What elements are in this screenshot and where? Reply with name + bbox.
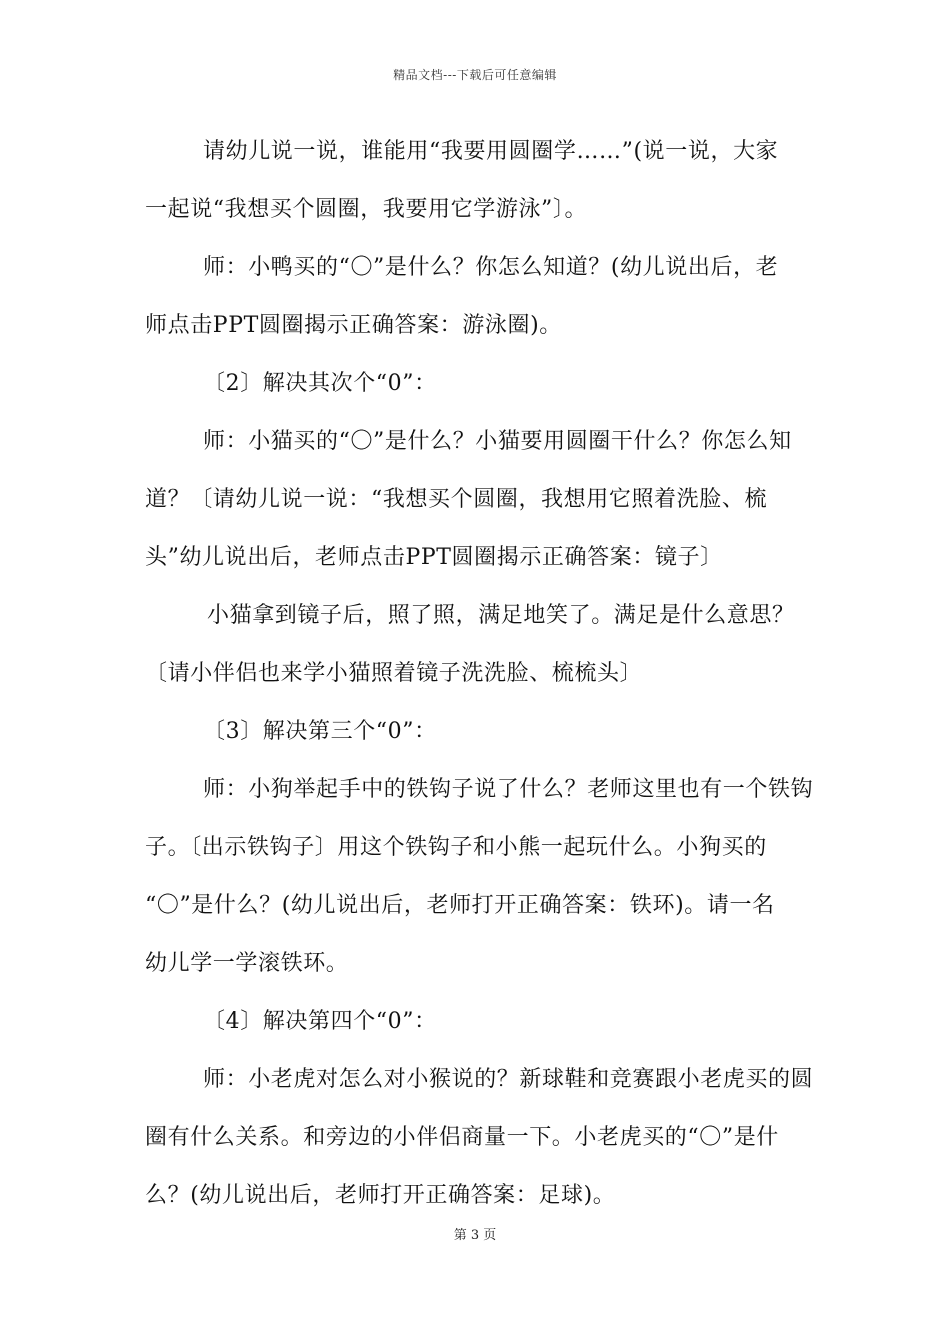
paragraph-line: 么？(幼儿说出后，老师打开正确答案：足球)。 (145, 1183, 616, 1208)
section-heading: 〔4〕解决第四个“0”： (203, 1009, 437, 1034)
paragraph-line: 道？〔请幼儿说一说：“我想买个圆圈，我想用它照着洗脸、梳 (145, 487, 768, 512)
paragraph-line: 师：小老虎对怎么对小猴说的？新球鞋和竞赛跟小老虎买的圆 (203, 1067, 814, 1092)
paragraph-line: 请幼儿说一说，谁能用“我要用圆圈学……”(说一说，大家 (203, 139, 779, 164)
paragraph-line: 幼儿学一学滚铁环。 (145, 951, 349, 976)
page-number: 第 3 页 (453, 1228, 497, 1243)
paragraph-line: 小猫拿到镜子后，照了照，满足地笑了。满足是什么意思？ (207, 603, 795, 628)
section-heading: 〔3〕解决第三个“0”： (203, 719, 437, 744)
paragraph-line: 师点击PPT圆圈揭示正确答案：游泳圈)。 (145, 313, 562, 338)
paragraph-line: 〔请小伴侣也来学小猫照着镜子洗洗脸、梳梳头〕 (145, 661, 643, 686)
section-heading: 〔2〕解决其次个“0”： (203, 371, 437, 396)
paragraph-line: “〇”是什么？(幼儿说出后，老师打开正确答案：铁环)。请一名 (145, 893, 775, 918)
paragraph-line: 师：小猫买的“〇”是什么？小猫要用圆圈干什么？你怎么知 (203, 429, 792, 454)
paragraph-line: 圈有什么关系。和旁边的小伴侣商量一下。小老虎买的“〇”是什 (145, 1125, 779, 1150)
paragraph-line: 子。〔出示铁钩子〕用这个铁钩子和小熊一起玩什么。小狗买的 (145, 835, 767, 860)
paragraph-line: 师：小狗举起手中的铁钩子说了什么？老师这里也有一个铁钩 (203, 777, 814, 802)
page-header: 精品文档---下载后可任意编辑 (393, 68, 557, 82)
paragraph-line: 师：小鸭买的“〇”是什么？你怎么知道？(幼儿说出后，老 (203, 255, 779, 280)
paragraph-line: 头”幼儿说出后，老师点击PPT圆圈揭示正确答案：镜子〕 (145, 545, 723, 570)
document-body (145, 132, 813, 1234)
paragraph-line: 一起说“我想买个圆圈，我要用它学游泳”〕。 (145, 197, 588, 222)
